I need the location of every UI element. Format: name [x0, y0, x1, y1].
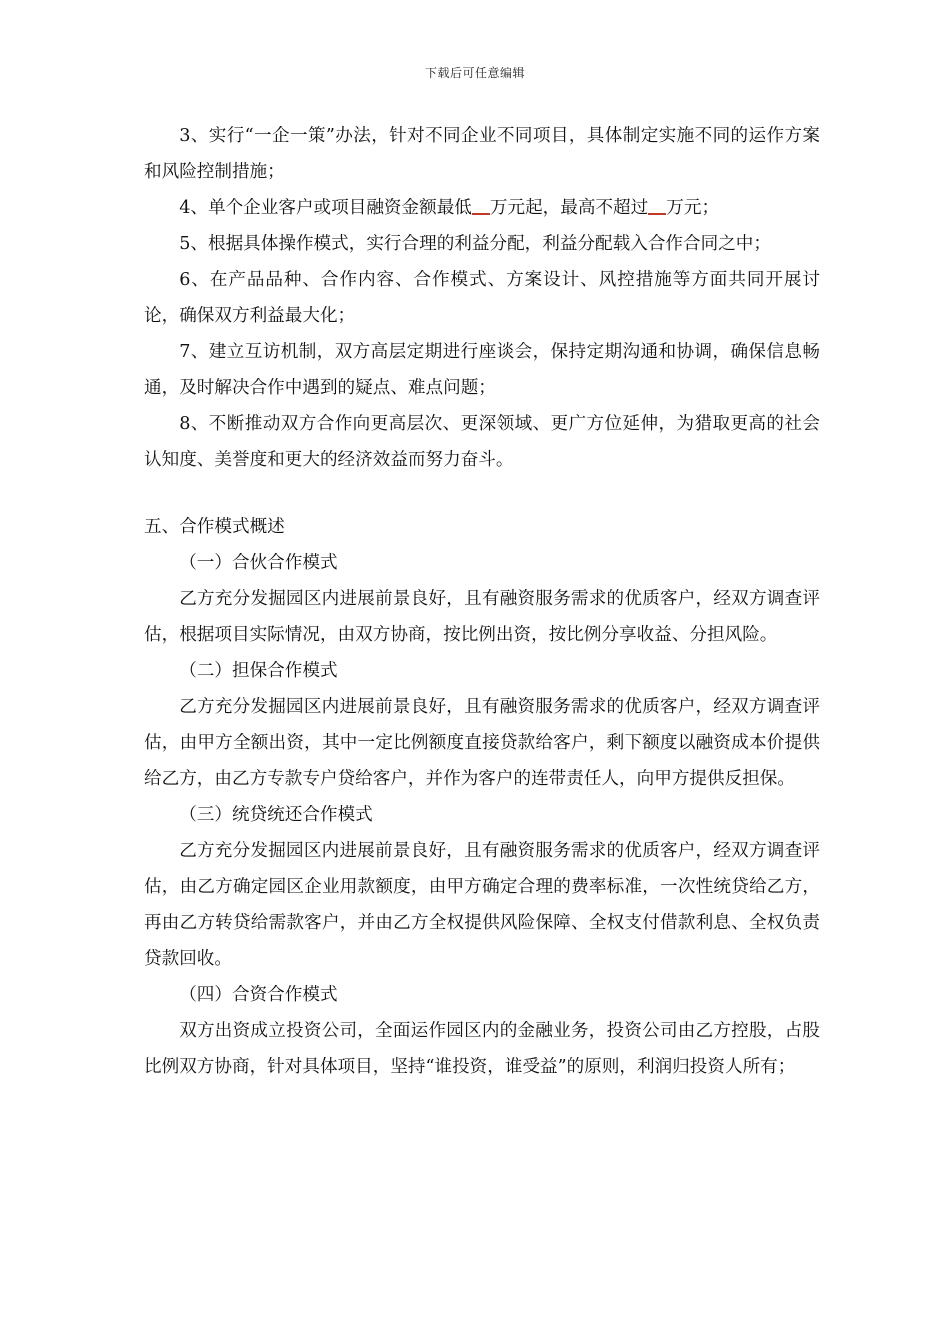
item-3: 3、实行“一企一策”办法，针对不同企业不同项目，具体制定实施不同的运作方案和风险控制措施；	[144, 126, 820, 182]
mode-3-body: 乙方充分发掘园区内进展前景良好，且有融资服务需求的优质客户，经双方调查评估，由乙方确定园区企业用款额度，由甲方确定合理的费率标准，一次性统贷给乙方，再由乙方转贷给需款客户，并由乙方全权提供风险保障、全权支付借款利息、全权负责贷款回收。	[144, 841, 820, 969]
item-7: 7、建立互访机制，双方高层定期进行座谈会，保持定期沟通和协调，确保信息畅通，及时解决合作中遇到的疑点、难点问题；	[144, 342, 820, 398]
item-4-text-3: 万元；	[666, 198, 720, 218]
item-8: 8、不断推动双方合作向更高层次、更深领域、更广方位延伸，为猎取更高的社会认知度、美誉度和更大的经济效益而努力奋斗。	[144, 414, 820, 470]
mode-1-title: （一）合伙合作模式	[179, 553, 338, 573]
blank-field-min	[472, 195, 490, 215]
page-header: 下载后可任意编辑	[424, 66, 525, 80]
blank-field-max	[648, 195, 666, 215]
mode-2-body: 乙方充分发掘园区内进展前景良好，且有融资服务需求的优质客户，经双方调查评估，由甲方全额出资，其中一定比例额度直接贷款给客户，剩下额度以融资成本价提供给乙方，由乙方专款专户贷给客户，并作为客户的连带责任人，向甲方提供反担保。	[144, 697, 820, 789]
section-5-title: 五、合作模式概述	[144, 517, 285, 537]
document-body	[144, 118, 820, 1085]
mode-4-title: （四）合资合作模式	[179, 985, 338, 1005]
item-4	[144, 190, 820, 226]
section-gap	[144, 478, 820, 509]
mode-4-body: 双方出资成立投资公司，全面运作园区内的金融业务，投资公司由乙方控股，占股比例双方协商，针对具体项目，坚持“谁投资，谁受益”的原则，利润归投资人所有；	[144, 1021, 820, 1077]
mode-3-title: （三）统贷统还合作模式	[179, 805, 373, 825]
mode-2-title: （二）担保合作模式	[179, 661, 338, 681]
item-5: 5、根据具体操作模式，实行合理的利益分配，利益分配载入合作合同之中；	[179, 234, 771, 254]
mode-1-body: 乙方充分发掘园区内进展前景良好，且有融资服务需求的优质客户，经双方调查评估，根据项目实际情况，由双方协商，按比例出资，按比例分享收益、分担风险。	[144, 589, 820, 645]
item-4-text-1: 4、单个企业客户或项目融资金额最低	[179, 198, 472, 218]
item-4-text-2: 万元起，最高不超过	[489, 198, 649, 218]
item-6: 6、在产品品种、合作内容、合作模式、方案设计、风控措施等方面共同开展讨论，确保双方利益最大化；	[144, 270, 820, 326]
